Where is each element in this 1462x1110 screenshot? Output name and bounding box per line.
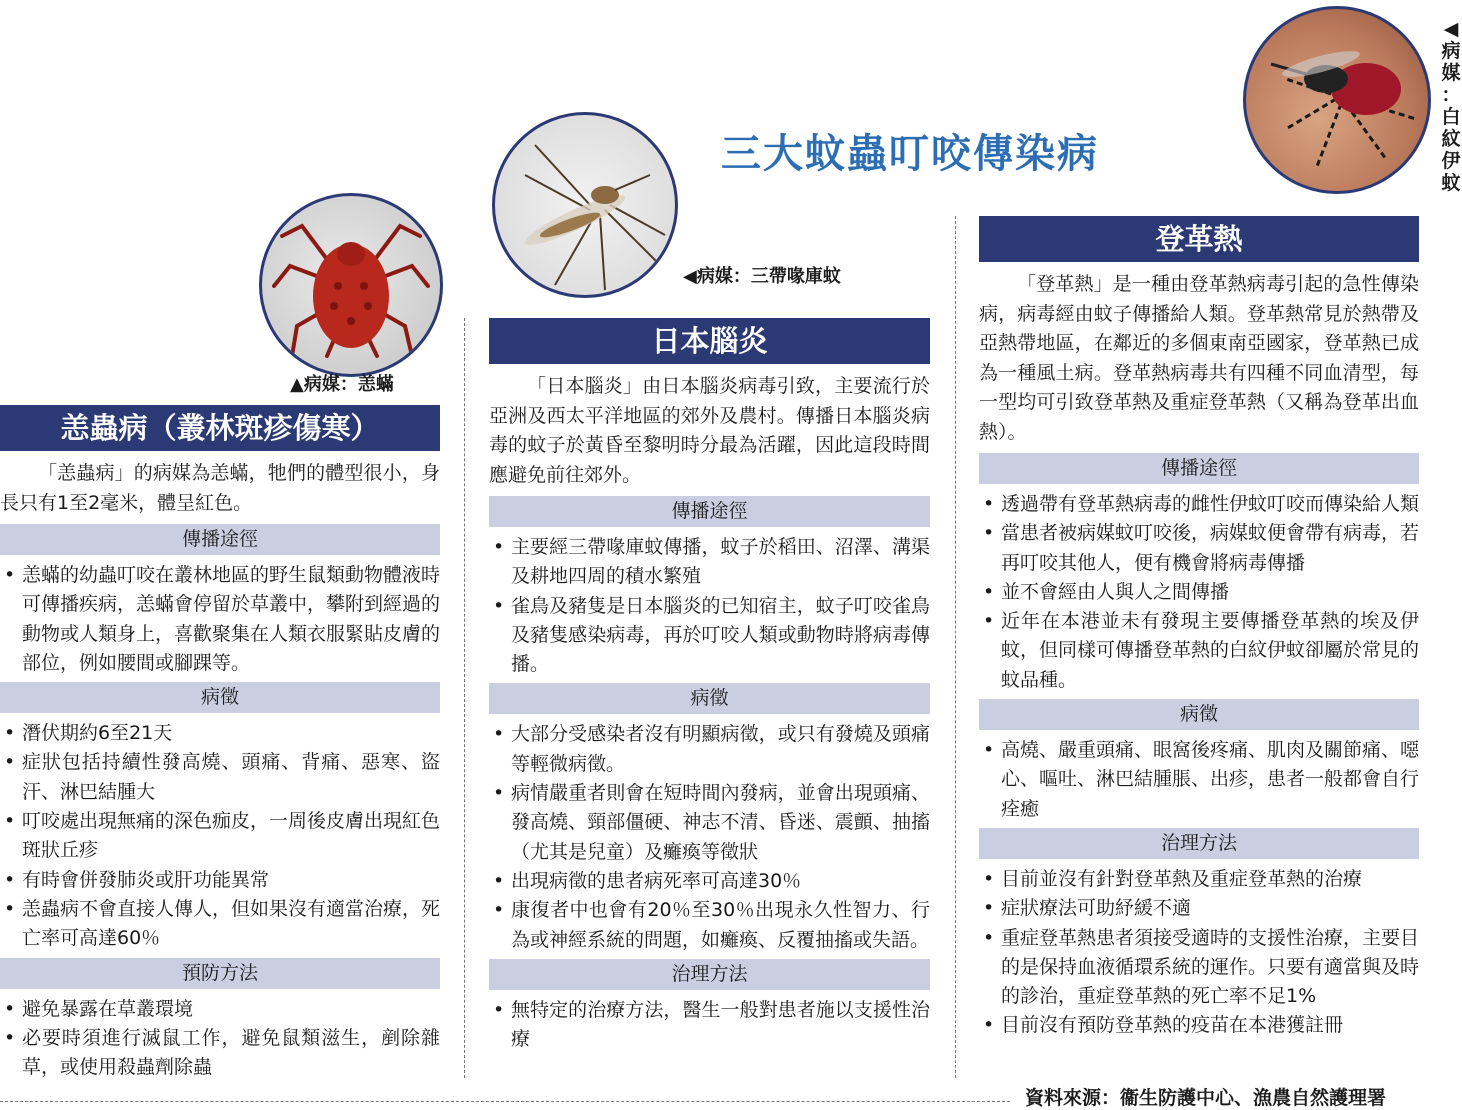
symptoms-list — [0, 719, 440, 953]
culex-caption: ◀病媒：三帶喙庫蚊 — [683, 266, 841, 287]
list-item: • 病情嚴重者則會在短時間內發病，並會出現頭痛、發高燒、頸部僵硬、神志不清、昏迷、震顫、抽搐（尤其是兒童）及癱瘓等徵狀 — [489, 779, 930, 867]
list-item: • 近年在本港並未有發現主要傳播登革熱的埃及伊蚊，但同樣可傳播登革熱的白紋伊蚊卻屬於常見的蚊品種。 — [979, 607, 1419, 695]
list-item: • 當患者被病媒蚊叮咬後，病媒蚊便會帶有病毒，若再叮咬其他人，便有機會將病毒傳播 — [979, 519, 1419, 578]
list-item: • 恙蟎的幼蟲叮咬在叢林地區的野生鼠類動物體液時可傳播疾病，恙蟎會停留於草叢中，攀附到經過的動物或人類身上，喜歡聚集在人類衣服緊貼皮膚的部位，例如腰間或腳踝等。 — [0, 561, 440, 678]
culex-mosquito-photo — [492, 112, 678, 298]
source-credit: 資料來源：衞生防護中心、漁農自然護理署 — [1025, 1087, 1387, 1109]
list-item: • 主要經三帶喙庫蚊傳播，蚊子於稻田、沼澤、溝渠及耕地四周的積水繁殖 — [489, 533, 930, 592]
aedes-caption: ◀病媒：白紋伊蚊 — [1441, 18, 1461, 194]
symptoms-list — [979, 736, 1419, 824]
aedes-mosquito-photo — [1243, 6, 1431, 194]
symptoms-header: 病徵 — [0, 682, 440, 713]
symptoms-list — [489, 720, 930, 954]
list-item: • 目前沒有預防登革熱的疫苗在本港獲註冊 — [979, 1011, 1419, 1040]
transmission-header: 傳播途徑 — [0, 524, 440, 555]
section-title: 日本腦炎 — [489, 318, 930, 364]
list-item: • 康復者中也會有20％至30％出現永久性智力、行為或神經系統的問題，如癱瘓、反覆抽搐或失語。 — [489, 896, 930, 955]
list-item: • 並不會經由人與人之間傳播 — [979, 578, 1419, 607]
dengue-section — [979, 216, 1419, 1041]
list-item: • 透過帶有登革熱病毒的雌性伊蚊叮咬而傳染給人類 — [979, 490, 1419, 519]
list-item: • 症狀包括持續性發高燒、頭痛、背痛、惡寒、盜汗、淋巴結腫大 — [0, 748, 440, 807]
transmission-header: 傳播途徑 — [979, 453, 1419, 484]
section-intro: 「登革熱」是一種由登革熱病毒引起的急性傳染病，病毒經由蚊子傳播給人類。登革熱常見於熱帶及亞熱帶地區，在鄰近的多個東南亞國家，登革熱已成為一種風土病。登革熱病毒共有四種不同血清型，每一型均可引致登革熱及重症登革熱（又稱為登革出血熱）。 — [979, 273, 1419, 443]
prevention-list — [0, 995, 440, 1083]
section-title: 登革熱 — [979, 216, 1419, 262]
page-title: 三大蚊蟲叮咬傳染病 — [721, 131, 1099, 177]
japanese-encephalitis-section — [489, 318, 930, 1054]
section-intro: 「日本腦炎」由日本腦炎病毒引致，主要流行於亞洲及西太平洋地區的郊外及農村。傳播日本腦炎病毒的蚊子於黃昏至黎明時分最為活躍，因此這段時間應避免前往郊外。 — [489, 375, 930, 486]
treatment-header: 治理方法 — [489, 959, 930, 990]
list-item: • 有時會併發肺炎或肝功能異常 — [0, 866, 440, 895]
mite-photo — [259, 193, 443, 377]
treatment-list — [489, 996, 930, 1055]
list-item: • 重症登革熱患者須接受適時的支援性治療，主要目的是保持血液循環系統的運作。只要有適當與及時的診治，重症登革熱的死亡率不足1% — [979, 924, 1419, 1012]
list-item: • 雀鳥及豬隻是日本腦炎的已知宿主，蚊子叮咬雀鳥及豬隻感染病毒，再於叮咬人類或動物時將病毒傳播。 — [489, 592, 930, 680]
transmission-header: 傳播途徑 — [489, 496, 930, 527]
list-item: • 症狀療法可助紓緩不適 — [979, 894, 1419, 923]
treatment-header: 治理方法 — [979, 828, 1419, 859]
prevention-header: 預防方法 — [0, 958, 440, 989]
transmission-list — [489, 533, 930, 679]
column-divider — [464, 318, 465, 1078]
list-item: • 大部分受感染者沒有明顯病徵，或只有發燒及頭痛等輕微病徵。 — [489, 720, 930, 779]
list-item: • 潛伏期約6至21天 — [0, 719, 440, 748]
column-divider — [955, 216, 956, 1078]
treatment-list — [979, 865, 1419, 1041]
list-item: • 高燒、嚴重頭痛、眼窩後疼痛、肌肉及關節痛、噁心、嘔吐、淋巴結腫脹、出疹，患者一般都會自行痊癒 — [979, 736, 1419, 824]
list-item: • 無特定的治療方法，醫生一般對患者施以支援性治療 — [489, 996, 930, 1055]
list-item: • 必要時須進行滅鼠工作，避免鼠類滋生，剷除雜草，或使用殺蟲劑除蟲 — [0, 1024, 440, 1083]
list-item: • 避免暴露在草叢環境 — [0, 995, 440, 1024]
section-intro: 「恙蟲病」的病媒為恙蟎，牠們的體型很小，身長只有1至2毫米，體呈紅色。 — [0, 462, 440, 514]
section-title: 恙蟲病（叢林斑疹傷寒） — [0, 405, 440, 451]
list-item: • 目前並沒有針對登革熱及重症登革熱的治療 — [979, 865, 1419, 894]
list-item: • 恙蟲病不會直接人傳人，但如果沒有適當治療，死亡率可高達60％ — [0, 895, 440, 954]
transmission-list — [979, 490, 1419, 695]
symptoms-header: 病徵 — [979, 699, 1419, 730]
list-item: • 出現病徵的患者病死率可高達30％ — [489, 867, 930, 896]
transmission-list — [0, 561, 440, 678]
list-item: • 叮咬處出現無痛的深色痂皮，一周後皮膚出現紅色斑狀丘疹 — [0, 807, 440, 866]
symptoms-header: 病徵 — [489, 683, 930, 714]
bottom-divider — [0, 1101, 1010, 1102]
scrub-typhus-section — [0, 405, 440, 1082]
mite-caption: ▲病媒：恙蟎 — [290, 374, 394, 395]
